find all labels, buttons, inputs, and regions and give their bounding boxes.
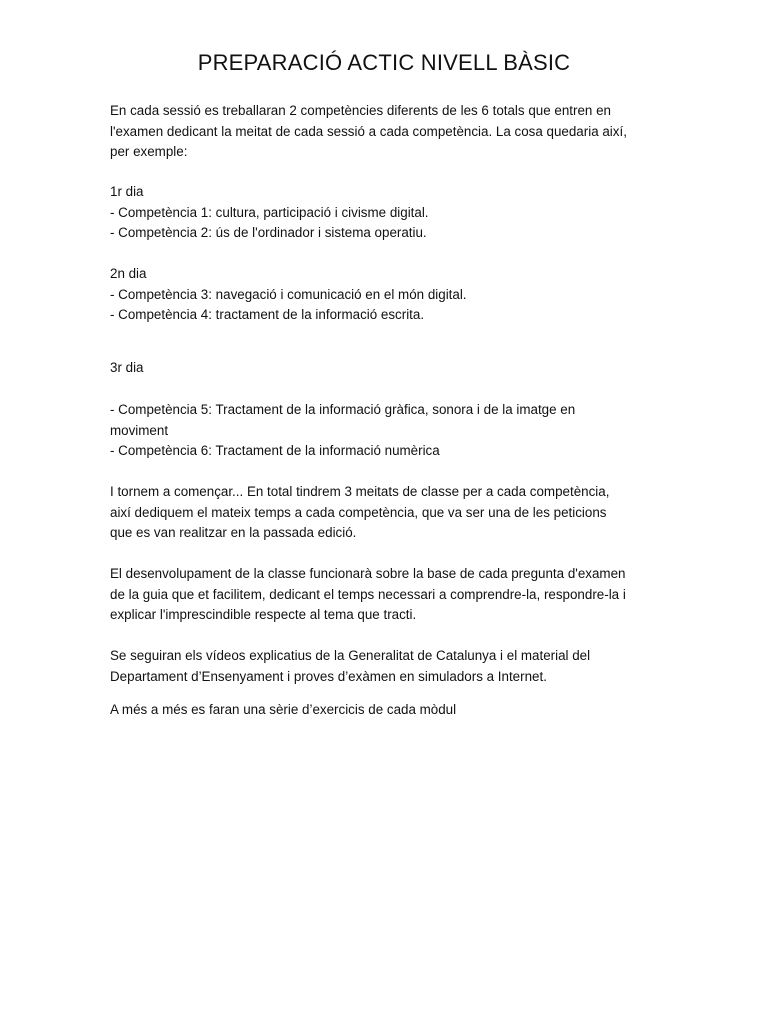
- day1-section: [110, 182, 680, 244]
- restart-line-3: que es van realitzar en la passada edició.: [110, 525, 357, 540]
- day3-items: [110, 400, 680, 462]
- exercises-line-1: A més a més es faran una sèrie d’exercicis de cada mòdul: [110, 702, 457, 717]
- development-line-1: El desenvolupament de la classe funcionarà sobre la base de cada pregunta d'examen: [110, 566, 626, 581]
- day3-heading-block: [110, 358, 680, 379]
- day2-section: [110, 264, 680, 326]
- restart-line-2: així dediquem el mateix temps a cada competència, que va ser una de les peticions: [110, 504, 607, 520]
- restart-paragraph: [110, 482, 680, 544]
- day2-item-1: - Competència 3: navegació i comunicació en el món digital.: [110, 286, 467, 302]
- development-paragraph: [110, 564, 680, 626]
- intro-line-3: per exemple:: [110, 144, 188, 159]
- day3-item-1: - Competència 5: Tractament de la informació gràfica, sonora i de la imatge en: [110, 402, 576, 417]
- videos-paragraph: [110, 646, 680, 687]
- day1-item-1: - Competència 1: cultura, participació i civisme digital.: [110, 204, 429, 220]
- day2-item-2: - Competència 4: tractament de la informació escrita.: [110, 307, 425, 322]
- intro-line-1: En cada sessió es treballaran 2 competències diferents de les 6 totals que entren en: [110, 103, 611, 118]
- exercises-paragraph: [110, 700, 680, 721]
- document-title: PREPARACIÓ ACTIC NIVELL BÀSIC: [197, 50, 571, 75]
- intro-paragraph: [110, 101, 680, 163]
- restart-line-1: I tornem a començar... En total tindrem 3 meitats de classe per a cada competència,: [110, 484, 610, 499]
- day1-item-2: - Competència 2: ús de l'ordinador i sistema operatiu.: [110, 225, 427, 240]
- videos-line-2: Departament d’Ensenyament i proves d’exàmen en simuladors a Internet.: [110, 668, 547, 684]
- day3-item-2: - Competència 6: Tractament de la informació numèrica: [110, 443, 440, 458]
- day3-heading: 3r dia: [110, 360, 144, 375]
- intro-line-2: l'examen dedicant la meitat de cada sessió a cada competència. La cosa quedaria així,: [110, 123, 627, 139]
- development-line-3: explicar l'imprescindible respecte al tema que tracti.: [110, 607, 417, 622]
- day2-heading: 2n dia: [110, 266, 147, 281]
- videos-line-1: Se seguiran els vídeos explicatius de la Generalitat de Catalunya i el material del: [110, 648, 591, 663]
- day1-heading: 1r dia: [110, 184, 144, 199]
- development-line-2: de la guia que et facilitem, dedicant el temps necessari a comprendre-la, respondre-la i: [110, 586, 626, 602]
- day3-item-1-continued: moviment: [110, 422, 169, 438]
